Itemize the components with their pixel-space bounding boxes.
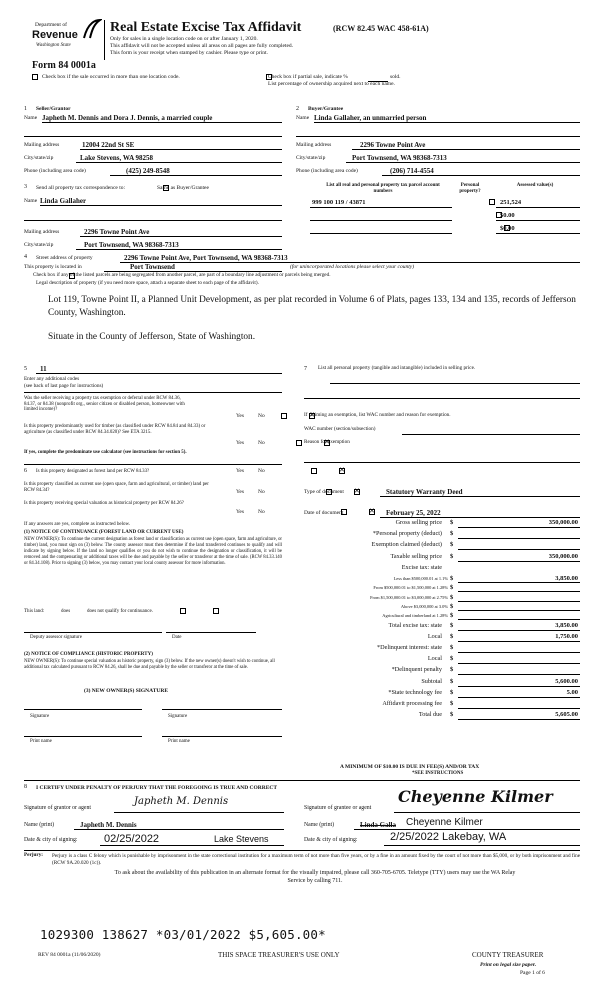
form-title: Real Estate Excise Tax Affidavit [110,20,302,35]
no-label: No [258,509,265,515]
notice1-body: NEW OWNER(S): To continue the current designation as forest land or classification as current use (open space, farm and agriculture, or timber) land, you must sign on (3) below. The county assessor must then determine if the land transferred continues to qualify and will indicate by signing below. If the land no longer qualifies or you do not wish to continue the designation or classification, it will be removed and the compensating or additional taxes will be due and payable by the seller or transferor at the time of sale. (RCW 84.33.140 or 84.34.108). Prior to signing (3) below, you may contact your local county assessor for more information. [24,537,282,567]
tax-row [300,678,580,688]
historic-no-checkbox[interactable] [369,509,375,515]
form-citation: (RCW 82.45 WAC 458-61A) [333,24,429,33]
grantor-name-line [74,829,284,830]
buyer-city[interactable]: Port Townsend, WA 98368-7313 [352,154,447,162]
street-address[interactable]: 2296 Towne Point Ave, Port Townsend, WA 98368-7313 [124,254,288,262]
document-type[interactable]: Statutory Warranty Deed [386,488,463,496]
legal-description[interactable]: Lot 119, Towne Point II, a Planned Unit Development, as per plat recorded in Volume 6 of Plats, pages 133, 134 and 135, records of Jefferson County, Washington. [48,295,576,319]
tax-row [300,633,580,643]
grantor-name-label: Name (print) [24,822,55,828]
tax-row-label: Subtotal [421,677,442,685]
section6-top-divider [24,464,282,465]
print-name-line-2[interactable] [162,736,282,737]
tax-row [300,553,580,563]
tax-row-line [458,619,580,620]
parcel-line [310,207,452,208]
current-use-no-checkbox[interactable] [354,489,360,495]
tax-row-line [458,630,580,631]
same-as-buyer-label: Same as Buyer/Grantee [157,185,209,191]
tax-row-value[interactable]: 3,850.00 [555,575,578,582]
buyer-phone-line [382,175,580,176]
assessor-signature-line[interactable] [24,632,162,633]
personal-property-checkbox[interactable] [489,199,495,205]
tax-row-currency: $ [450,655,454,663]
buyer-city-line [346,162,580,163]
tax-row-label: Local [427,655,442,663]
document-type-label: Type of document [304,489,344,495]
seller-city[interactable]: Lake Stevens, WA 98258 [80,154,153,162]
wac-number-label: WAC number (section/subsection) [304,426,376,432]
correspondence-mailing[interactable]: 2296 Towne Point Ave [84,228,150,236]
located-note: (for unincorporated locations please select your county) [290,264,415,270]
tax-row-currency: $ [450,602,454,610]
buyer-phone-label: Phone (including area code) [296,168,358,174]
tax-row-value[interactable]: 350,000.00 [548,519,578,526]
sold-label: sold. [390,74,401,80]
street-label: Street address of property [36,255,93,261]
tax-row-line [458,663,580,664]
seller-heading: Seller/Grantor [36,106,71,112]
grantor-date[interactable]: 02/25/2022 [104,833,160,845]
signature-label: Signature [30,714,50,719]
correspondence-name-line [40,205,282,206]
tax-row-value[interactable]: 5.00 [566,688,578,696]
seller-mailing[interactable]: 12004 22nd St SE [82,141,135,149]
assessed-value[interactable]: 251,524 [500,199,522,206]
seller-mailing-line [80,149,282,150]
grantee-date-line [384,845,580,846]
tax-row [300,519,580,529]
tax-row-line [458,601,580,602]
tax-row [300,541,580,551]
document-date-label: Date of document [304,510,344,516]
grantee-name-line [354,829,580,830]
seller-mailing-label: Mailing address [24,142,60,148]
tax-row-value[interactable]: 5,605.00 [555,711,578,719]
tax-row-label: Local [427,632,442,640]
grantor-signature[interactable]: Japheth M. Dennis [134,796,229,807]
revenue-logo [32,16,102,52]
minimum-note: A MINIMUM OF $10.00 IS DUE IN FEE(S) AND/OR TAX [340,764,480,770]
assessed-line [496,233,580,234]
enter-codes-label: Enter any additional codes [24,376,80,382]
section5-line [36,373,282,374]
alternate-format-text: To ask about the availability of this publication in an alternate format for the visually impaired, please call 360-705-6705. Teletype (TTY) users may use the WA Relay Service by calling 711. [114,870,516,885]
partial-sale-label: Check box if partial sale, indicate % [268,74,348,80]
tax-row [300,644,580,654]
tax-row-currency: $ [450,688,454,696]
tax-row [300,700,580,710]
tax-row [300,603,580,612]
section5-q1-yes-checkbox[interactable] [281,413,287,419]
form-number: Form 84 0001a [32,60,96,71]
no-label: No [258,468,265,474]
grantor-date-label: Date & city of signing: [24,837,78,843]
seller-city-label: City/state/zip [24,155,54,161]
revision-label: REV 84 0001a (11/06/2020) [38,952,101,958]
this-land-label: This land: [24,609,45,614]
print-name-label-2: Print name [168,739,190,744]
section6-number: 6 [24,468,27,474]
signature-label-2: Signature [168,714,188,719]
tax-row [300,612,580,621]
page-number: Page 1 of 6 [520,970,545,976]
grantor-signature-label: Signature of grantor or agent [24,805,91,811]
yes-label: Yes [236,440,245,446]
no-label: No [258,440,265,446]
logo-line-1: Department of [35,22,67,28]
parcel-line [310,220,452,221]
grantee-signature-label: Signature of grantee or agent [304,805,372,811]
tax-row-currency: $ [450,621,454,629]
see-back-label: (see back of last page for instructions) [24,383,104,389]
answers-note: If any answers are yes, complete as instructed below. [24,522,131,527]
section5-divider [24,392,282,393]
personal-property-line-2[interactable] [304,398,580,399]
tax-row-currency: $ [450,584,454,592]
notice2-title: (2) NOTICE OF COMPLIANCE (HISTORIC PROPERTY) [24,652,153,657]
tax-row-label: Excise tax: state [401,563,442,571]
assessed-value[interactable]: $0.00 [500,225,515,232]
legal-label: Legal description of property (if you need more space, attach a separate sheet to each page of the affidavit). [36,280,259,286]
section5-q2: Is this property predominantly used for timber (as classified under RCW 84.84 and 84.33) or agriculture (as classified under RCW 84.34.020)? See ETA 3215. [24,424,206,435]
tax-row-label: Agricultural and timberland at 1.28% [382,613,448,619]
section7-number: 7 [304,366,307,372]
property-section-number: 4 [24,254,27,260]
notice2-body: NEW OWNER(S): To continue special valuation as historic property, sign (3) below. If the new owner(s) doesn't wish to continue, all additional tax calculated pursuant to RCW 84.26, shall be due and payable by the seller or transferor at the time of sale. [24,659,275,671]
buyer-section-number: 2 [296,106,299,112]
section6-q2: Is this property classified as current use (open space, farm and agricultural, or timber) land per RCW 84.34? [24,482,209,493]
does-not-label: does not qualify for continuance. [87,609,153,614]
correspondence-divider [24,220,282,221]
print-legal-note: Print on legal size paper. [480,962,537,968]
tax-row-label: Less than $500,000.01 at 1.1% [393,576,448,581]
correspondence-city-label: City/state/zip [24,242,54,248]
tax-row-line [458,652,580,653]
does-label: does [61,609,71,614]
header-note-2: This affidavit will not be accepted unless all areas on all pages are fully completed. [110,43,294,49]
seller-phone[interactable]: (425) 249-8548 [126,167,170,175]
section5-q2-yes-checkbox[interactable] [296,440,302,446]
correspondence-text: Send all property tax correspondence to: [36,185,126,191]
tax-row-currency: $ [450,643,454,651]
tax-row-line [458,610,580,611]
logo-line-2: Revenue [32,29,78,41]
tax-row-label: Above $3,000,000 at 3.0% [400,603,448,609]
grantee-name[interactable]: Cheyenne Kilmer [406,817,483,828]
tax-row [300,622,580,632]
tax-row-line [458,708,580,709]
logo-swoosh-icon [82,18,102,42]
treasurer-space-label: THIS SPACE TREASURER'S USE ONLY [218,951,340,959]
grantee-date[interactable]: 2/25/2022 Lakebay, WA [390,831,507,843]
assessor-signature-label: Deputy assessor signature [30,635,82,640]
tax-row-label: Gross selling price [395,519,442,526]
buyer-section-divider [296,136,580,137]
see-instructions-note: *SEE INSTRUCTIONS [412,771,464,776]
no-label: No [258,413,265,419]
grantee-date-label: Date & city of signing: [304,837,358,843]
yes-label: Yes [236,489,245,495]
seller-name-line [42,122,282,123]
buyer-mailing-label: Mailing address [296,142,332,148]
owner-signature-line[interactable] [24,709,142,710]
tax-row-line [458,686,580,687]
tax-row-currency: $ [450,530,454,538]
section5-code[interactable]: 11 [40,365,47,373]
notice1-title: (1) NOTICE OF CONTINUANCE (FOREST LAND OR CURRENT USE) [24,530,184,535]
parcel-col-header: List all real and personal property tax parcel account numbers [326,183,440,194]
section5-q1: Was the seller receiving a property tax exemption or deferral under RCW 84.36, 84.37, or 84.38 (nonprofit org., senior citizen or disabled person, homeowner with limited income)? [24,396,185,413]
tax-row-currency: $ [450,593,454,601]
perjury-divider [24,850,580,851]
buyer-name-line [314,122,580,123]
correspondence-mailing-line [80,236,282,237]
located-in[interactable]: Port Townsend [130,263,175,271]
assessed-line [496,220,580,221]
located-label: This property is located in [24,264,82,270]
tax-row-line [458,591,580,592]
tax-row-currency: $ [450,699,454,707]
header-note-1: Only for sales in a single location code on or after January 1, 2020. [110,36,258,42]
tax-row-currency: $ [450,666,454,674]
tax-row-label: Total due [418,711,442,719]
tax-row-label: *Personal property (deduct) [372,530,442,538]
tax-row-label: *State technology fee [388,688,442,696]
grantee-signature-line [394,812,580,813]
segregated-note: Check box if any of the listed parcels are being segregated from another parcel, are part of a boundary line adjustment or parcels being merged. [33,272,331,278]
tax-row-line [458,697,580,698]
yes-label: Yes [236,509,245,515]
wac-number-line[interactable] [402,434,580,435]
buyer-mailing[interactable]: 2296 Towne Point Ave [360,141,426,149]
tax-row-line [458,549,580,550]
tax-row-label: From $500,000.01 to $1,500,000 at 1.28% [373,585,448,591]
grantee-name-struck: Linda Galla [360,821,396,829]
tax-row-line [458,641,580,642]
section5-number: 5 [24,366,27,372]
new-owner-signature-heading: (3) NEW OWNER(S) SIGNATURE [84,688,168,694]
correspondence-mailing-label: Mailing address [24,229,60,235]
buyer-mailing-line [352,149,580,150]
section6-q3: Is this property receiving special valuation as historical property per RCW 84.26? [24,501,184,506]
correspondence-city-line [76,249,282,250]
section7-text: List all personal property (tangible and intangible) included in selling price. [318,365,476,371]
tax-row-currency: $ [450,632,454,640]
county-treasurer-label: COUNTY TREASURER [472,951,544,959]
tax-row-line [458,538,580,539]
tax-row-line [458,527,580,528]
tax-row [300,666,580,676]
certify-text: I CERTIFY UNDER PENALTY OF PERJURY THAT THE FOREGOING IS TRUE AND CORRECT [36,785,278,791]
tax-row-currency: $ [450,541,454,549]
seller-name[interactable]: Japheth M. Dennis and Dora J. Dennis, a married couple [42,114,213,122]
tax-row-currency: $ [450,552,454,560]
exemption-note: If claiming an exemption, list WAC number and reason for exemption. [304,412,451,418]
buyer-name-label: Name [296,115,310,121]
personal-col-header: Personal property? [459,183,481,194]
correspondence-section-number: 3 [24,184,27,190]
personal-property-line-1[interactable] [330,383,580,384]
tax-row [300,584,580,593]
tax-row [300,530,580,540]
grantee-signature[interactable]: Cheyenne Kilmer [398,787,553,806]
tax-row [300,689,580,699]
tax-row-label: Exemption claimed (deduct) [371,541,442,549]
document-date[interactable]: February 25, 2022 [386,509,441,517]
partial-note: List percentage of ownership acquired next to each name. [268,81,395,87]
treasurer-stamp: 1029300 138627 *03/01/2022 $5,605.00* [40,927,326,942]
section5-yes-note: If yes, complete the predominate use calculator (see instructions for section 5). [24,450,187,455]
tax-row-line [458,674,580,675]
legal-situate[interactable]: Situate in the County of Jefferson, State of Washington. [48,332,256,342]
assessed-value[interactable]: $0.00 [500,212,515,219]
assessor-date-label: Date [172,635,182,640]
print-name-line[interactable] [24,736,142,737]
document-date-line [380,517,580,518]
seller-name-label: Name [24,115,38,121]
assessed-line [496,207,580,208]
section8-top-divider [24,780,580,781]
no-label: No [258,489,265,495]
perjury-text: Perjury is a class C felony which is punishable by imprisonment in the state correctional institution for a maximum term of not more than five years, or by a fine in an amount fixed by the court of not more than $5,000, or by both imprisonment and fine (RCW 9A.20.020 (1c)). [52,853,580,867]
print-name-label: Print name [30,739,52,744]
tax-row-currency: $ [450,677,454,685]
header-divider [104,20,105,60]
tax-row [300,711,580,721]
buyer-city-label: City/state/zip [296,155,326,161]
tax-row-currency: $ [450,711,454,719]
grantor-date-line [100,845,284,846]
tax-row-value[interactable]: 350,000.00 [548,552,578,560]
yes-label: Yes [236,468,245,474]
tax-row-label: *Delinquent interest: state [377,643,442,651]
tax-row-line [458,561,580,562]
grantee-name-label: Name (print) [304,822,335,828]
header-note-3: This form is your receipt when stamped by cashier. Please type or print. [110,50,268,56]
correspondence-name[interactable]: Linda Gallaher [40,197,87,205]
seller-section-divider [24,136,282,137]
tax-row [300,564,580,574]
grantor-name[interactable]: Japheth M. Dennis [80,821,137,829]
tax-row-currency: $ [450,575,454,582]
grantor-city[interactable]: Lake Stevens [214,834,269,844]
assessor-date-line[interactable] [166,632,256,633]
tax-row-label: From $1,500,000.01 to $3,000,000 at 2.75% [370,594,448,600]
buyer-heading: Buyer/Grantee [308,106,344,112]
grantor-signature-line [114,812,284,813]
section6-q1: Is this property designated as forest land per RCW 84.33? [36,469,150,474]
forest-yes-checkbox[interactable] [311,468,317,474]
tax-row-line [458,719,580,720]
tax-row-value[interactable]: 1,750.00 [555,632,578,640]
multi-location-label: Check box if the sale occurred in more than one location code. [42,74,180,80]
document-type-line [380,496,580,497]
parcel-number[interactable]: 999 100 119 / 43871 [312,199,366,206]
tax-row-label: Affidavit processing fee [382,699,442,707]
seller-section-number: 1 [24,106,27,112]
tax-row-label: Total excise tax: state [388,621,442,629]
does-checkbox[interactable] [180,608,186,614]
tax-row [300,655,580,665]
buyer-phone[interactable]: (206) 714-4554 [390,167,434,175]
seller-phone-line [110,175,282,176]
exemption-reason-line[interactable] [304,462,580,463]
tax-row-value[interactable]: 5,600.00 [555,677,578,685]
tax-row [300,575,580,584]
yes-label: Yes [236,413,245,419]
street-line [120,262,580,263]
tax-row-label: Taxable selling price [390,552,442,560]
correspondence-city[interactable]: Port Townsend, WA 98368-7313 [84,241,179,249]
does-not-checkbox[interactable] [213,608,219,614]
logo-line-3: Washington State [36,43,71,48]
tax-row-currency: $ [450,612,454,620]
exemption-reason-label: Reason for exemption [304,439,350,445]
buyer-name[interactable]: Linda Gallaher, an unmarried person [314,114,427,122]
seller-city-line [76,162,282,163]
multi-location-checkbox[interactable] [32,74,38,80]
owner-signature-line-2[interactable] [162,709,282,710]
correspondence-name-label: Name [24,198,38,204]
tax-row-value[interactable]: 3,850.00 [555,621,578,629]
assessed-col-header: Assessed value(s) [516,183,554,188]
seller-phone-label: Phone (including area code) [24,168,86,174]
tax-row [300,594,580,603]
parcel-line [310,233,452,234]
tax-row-currency: $ [450,519,454,526]
perjury-label: Perjury: [24,852,44,858]
tax-row-label: *Delinquent penalty [391,666,442,674]
forest-no-checkbox[interactable] [339,468,345,474]
section8-number: 8 [24,784,27,790]
